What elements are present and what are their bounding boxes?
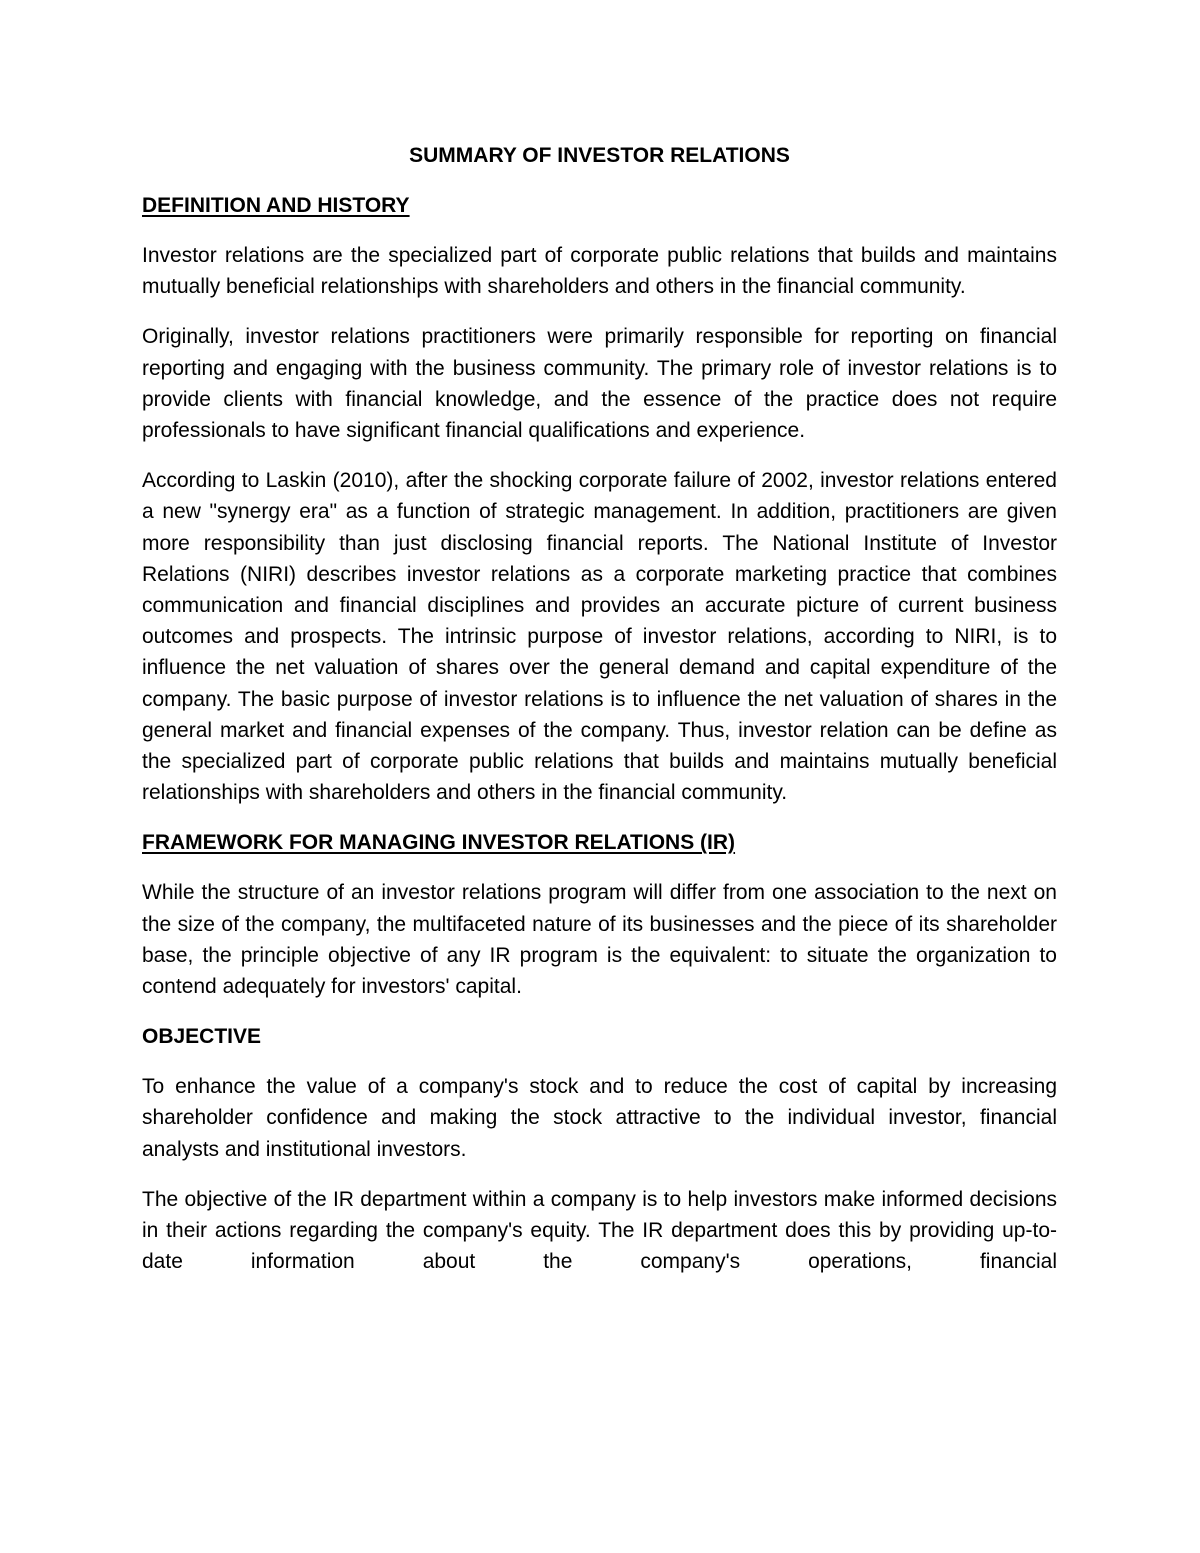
heading-objective: OBJECTIVE	[142, 1025, 262, 1049]
paragraph-definition-3: According to Laskin (2010), after the shocking corporate failure of 2002, investor relations entered a new "synergy era" as a function of strategic management. In addition, practitioners are given more responsibility than just disclosing financial reports. The National Institute of Investor Relations (NIRI) describes investor relations as a corporate marketing practice that combines communication and financial disciplines and provides an accurate picture of current business outcomes and prospects. The intrinsic purpose of investor relations, according to NIRI, is to influence the net valuation of shares over the general demand and capital expenditure of the company. The basic purpose of investor relations is to influence the net valuation of shares in the general market and financial expenses of the company. Thus, investor relation can be define as the specialized part of corporate public relations that builds and maintains mutually beneficial relationships with shareholders and others in the financial community.	[142, 469, 1057, 805]
paragraph-objective-2: The objective of the IR department within a company is to help investors make informed decisions in their actions regarding the company's equity. The IR department does this by providing up-to-date information about the company's operations, financial	[142, 1187, 1057, 1274]
document-page	[142, 140, 1057, 1277]
heading-definition-and-history: DEFINITION AND HISTORY	[142, 194, 410, 217]
paragraph-framework-1: While the structure of an investor relations program will differ from one association to the next on the size of the company, the multifaceted nature of its businesses and the piece of its shareholder base, the principle objective of any IR program is the equivalent: to situate the organization to contend adequately for investors' capital.	[142, 881, 1057, 999]
paragraph-definition-1: Investor relations are the specialized part of corporate public relations that builds and maintains mutually beneficial relationships with shareholders and others in the financial community.	[142, 244, 1057, 299]
paragraph-definition-2: Originally, investor relations practitioners were primarily responsible for reporting on financial reporting and engaging with the business community. The primary role of investor relations is to provide clients with financial knowledge, and the essence of the practice does not require professionals to have significant financial qualifications and experience.	[142, 325, 1057, 443]
heading-framework: FRAMEWORK FOR MANAGING INVESTOR RELATIONS (IR)	[142, 831, 736, 855]
document-title: SUMMARY OF INVESTOR RELATIONS	[409, 144, 790, 167]
paragraph-objective-1: To enhance the value of a company's stock and to reduce the cost of capital by increasing shareholder confidence and making the stock attractive to the individual investor, financial analysts and institutional investors.	[142, 1075, 1057, 1161]
